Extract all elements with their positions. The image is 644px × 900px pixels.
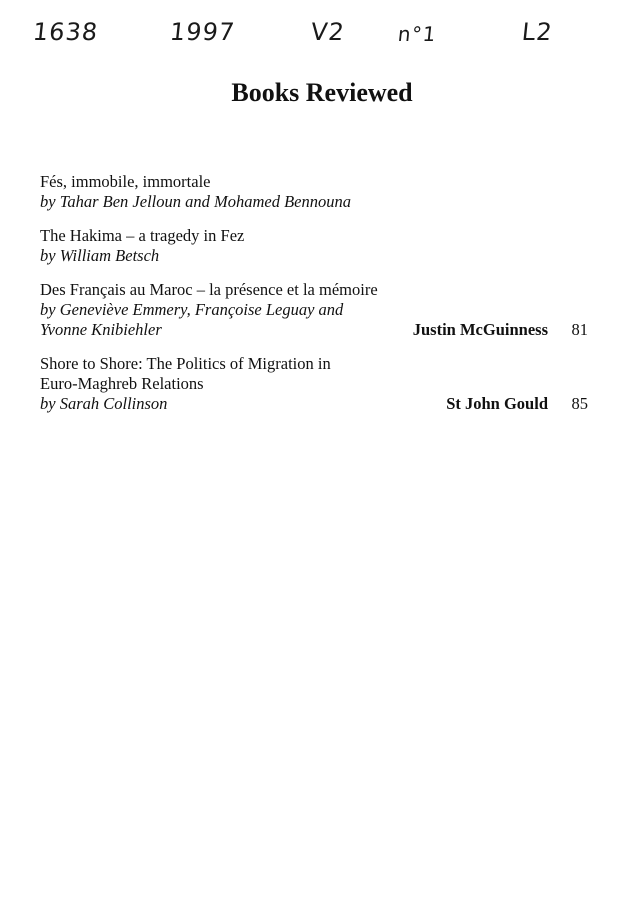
- book-title: The Hakima – a tragedy in Fez: [40, 226, 245, 245]
- book-title-line: [40, 374, 588, 394]
- book-author-line: [40, 300, 588, 320]
- book-author-line: [40, 246, 588, 266]
- book-author-line: [40, 192, 588, 212]
- book-entry: [40, 172, 588, 212]
- book-author: by William Betsch: [40, 246, 160, 265]
- page-number: 85: [571, 394, 588, 413]
- book-author: by Tahar Ben Jelloun and Mohamed Bennouna: [40, 192, 352, 211]
- book-title: Shore to Shore: The Politics of Migration in: [40, 354, 331, 373]
- book-title: Euro-Maghreb Relations: [40, 374, 204, 393]
- reviewer-name: Justin McGuinness: [412, 320, 548, 339]
- handwritten-annotation: L2: [520, 18, 555, 46]
- handwritten-annotation: n°1: [396, 22, 438, 46]
- handwritten-annotation: V2: [309, 18, 347, 46]
- books-reviewed-list: [40, 172, 588, 428]
- handwritten-annotation: 1638: [31, 18, 100, 46]
- book-entry: [40, 280, 588, 340]
- book-title-line: [40, 280, 588, 300]
- book-author: by Sarah Collinson: [40, 394, 168, 413]
- page-title: Books Reviewed: [231, 78, 413, 107]
- book-entry: [40, 226, 588, 266]
- book-author: by Geneviève Emmery, Françoise Leguay and: [40, 300, 344, 319]
- book-title-line: [40, 226, 588, 246]
- reviewer-name: St John Gould: [446, 394, 548, 413]
- book-author-line: [40, 320, 588, 340]
- book-title-line: [40, 172, 588, 192]
- book-author-line: [40, 394, 588, 414]
- book-title: Des Français au Maroc – la présence et la mémoire: [40, 280, 378, 299]
- page-number: 81: [571, 320, 588, 339]
- book-entry: [40, 354, 588, 414]
- book-title: Fés, immobile, immortale: [40, 172, 211, 191]
- book-title-line: [40, 354, 588, 374]
- book-author: Yvonne Knibiehler: [40, 320, 162, 339]
- handwritten-annotation: 1997: [168, 18, 237, 46]
